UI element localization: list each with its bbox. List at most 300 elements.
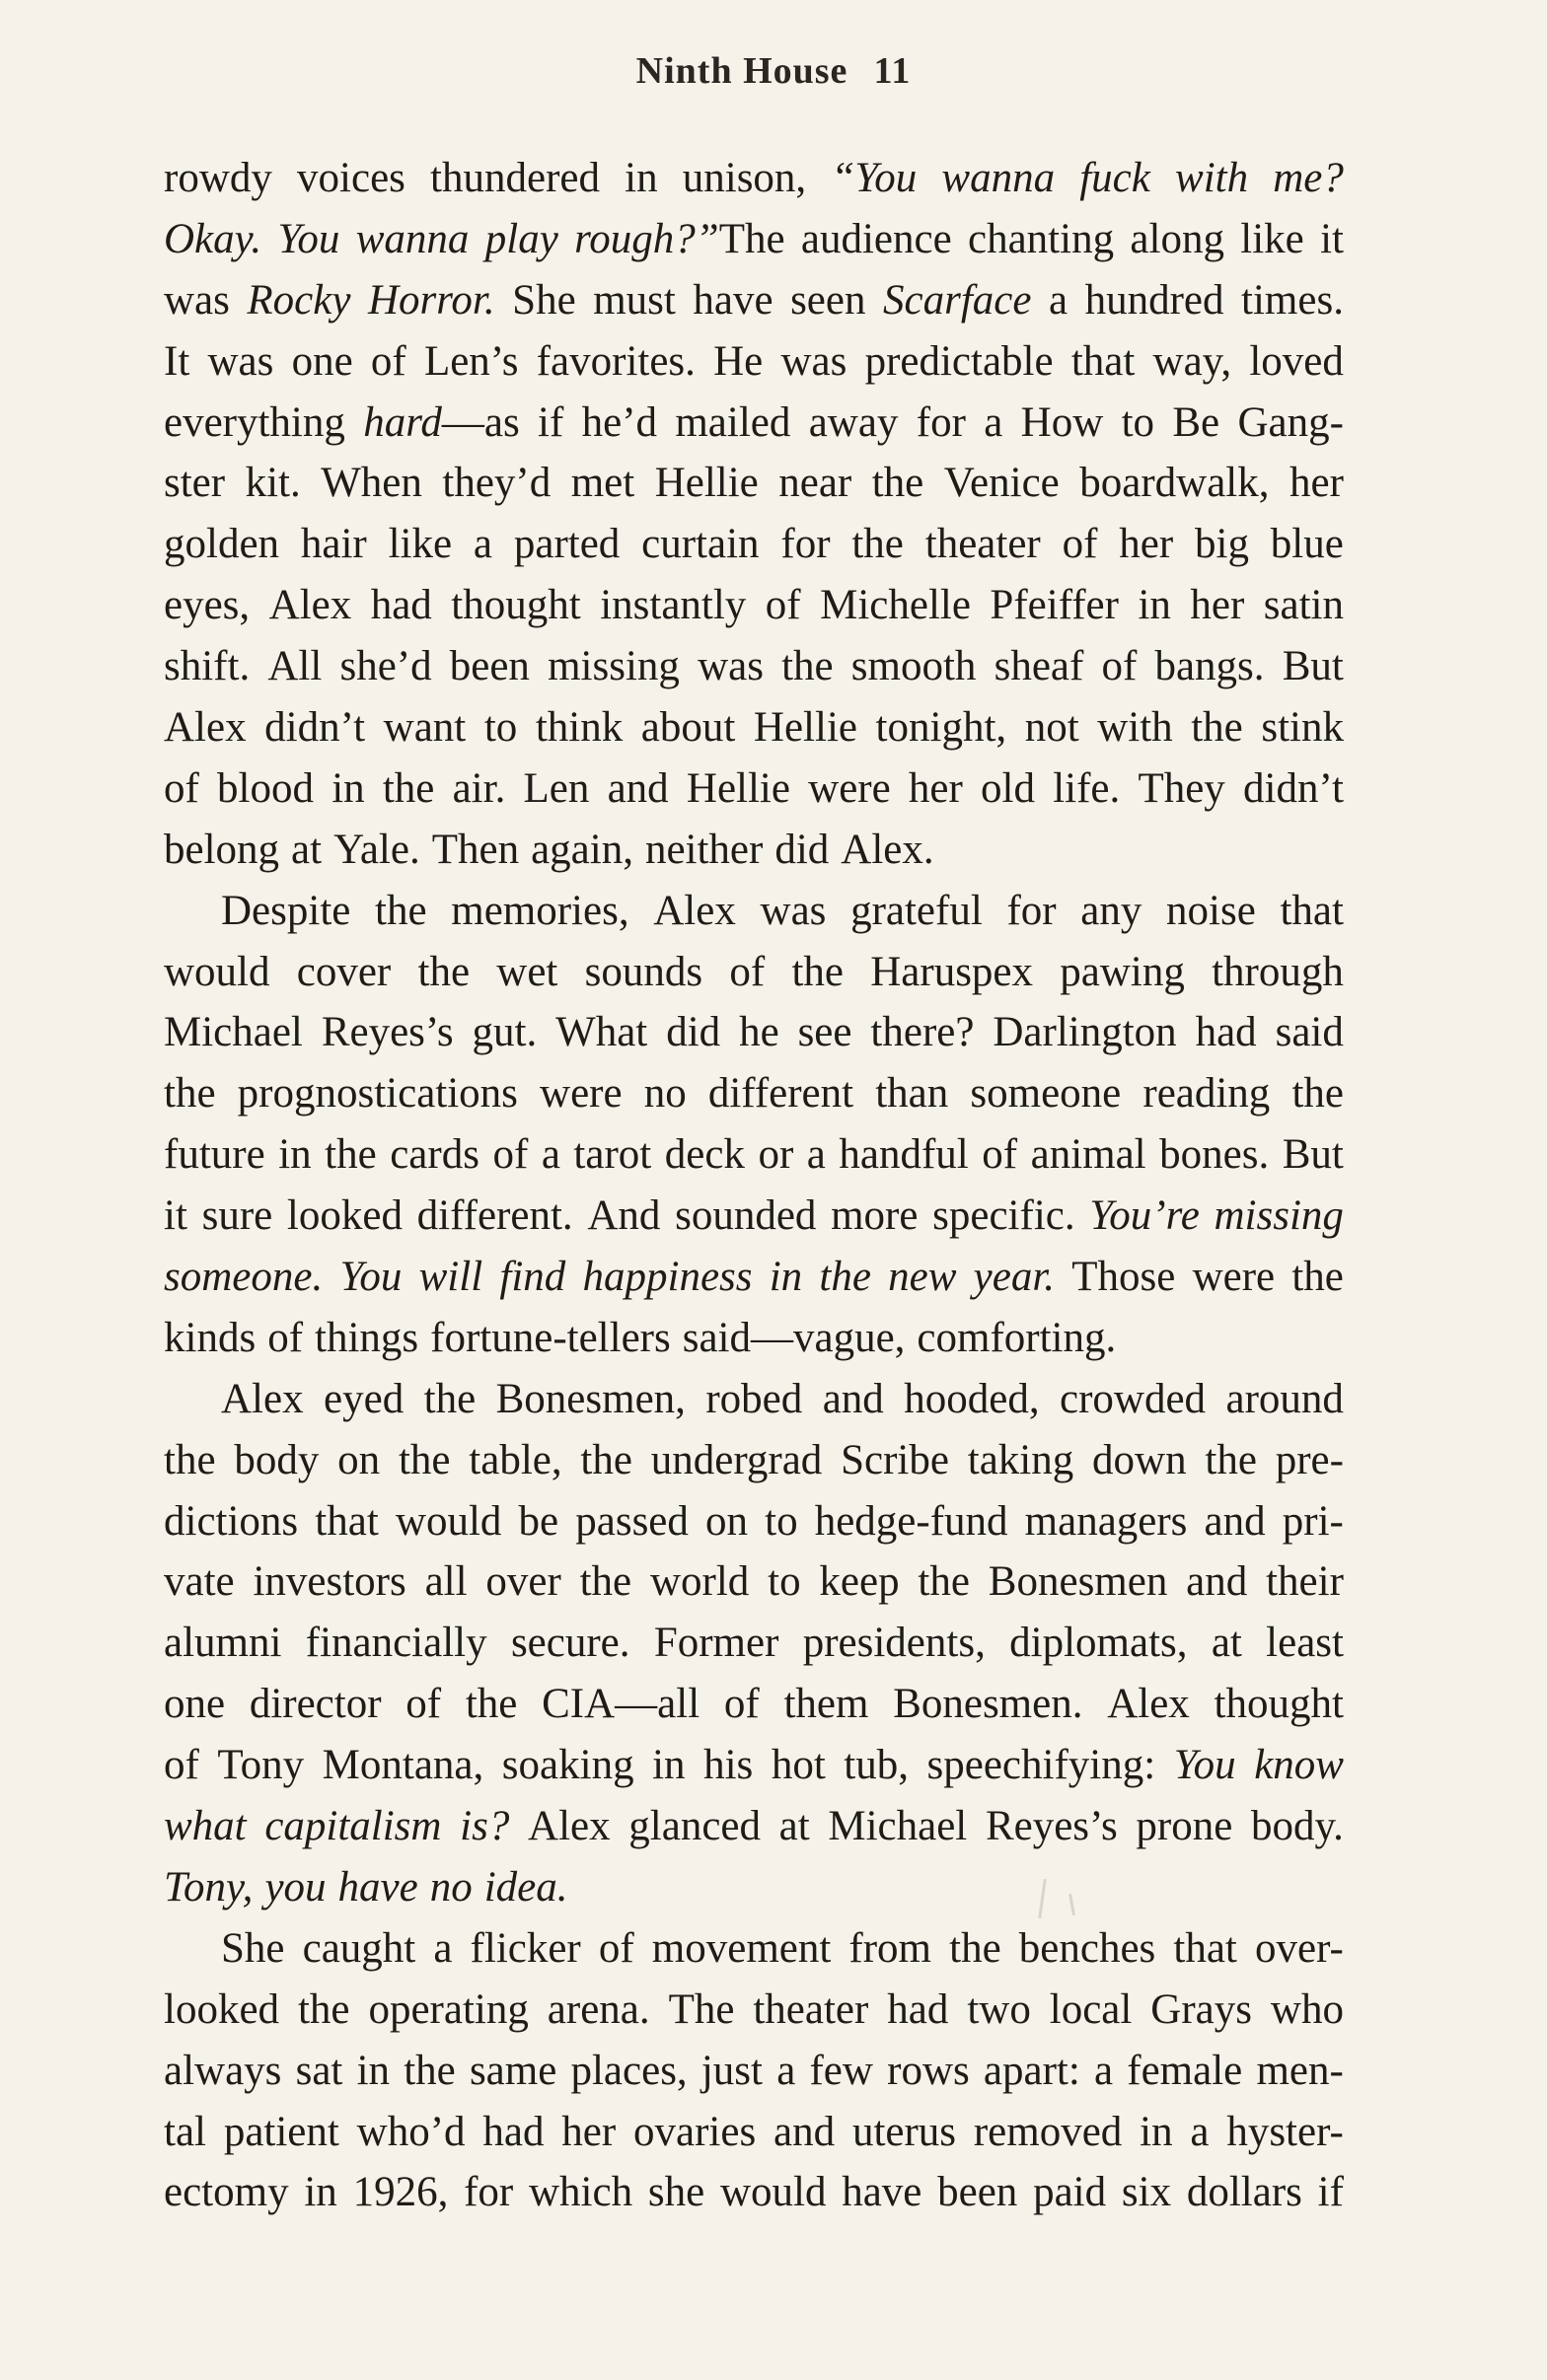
word: way,	[1152, 337, 1232, 385]
word: handful	[839, 1131, 969, 1179]
word: the	[791, 948, 844, 995]
word: unison,	[682, 155, 807, 201]
word: again,	[531, 826, 633, 873]
word: all	[424, 1558, 468, 1606]
word: someone	[970, 1070, 1122, 1118]
word: the	[1291, 1070, 1344, 1118]
word: in	[625, 155, 658, 201]
word: than	[875, 1070, 949, 1118]
word: was	[760, 887, 827, 934]
text-line	[164, 697, 1344, 758]
text-line	[164, 1857, 1344, 1918]
word: think	[535, 704, 624, 752]
word: crowded	[1060, 1375, 1207, 1422]
word: air.	[452, 764, 506, 812]
word: looked	[164, 1985, 280, 2033]
text-line	[164, 2041, 1344, 2102]
word: of	[765, 582, 801, 629]
word: was	[780, 337, 847, 385]
word: which	[528, 2169, 633, 2216]
word: big	[1195, 521, 1249, 568]
word: tarot	[573, 1131, 652, 1179]
word: gut.	[472, 1009, 538, 1056]
word: that	[1280, 887, 1344, 934]
word: Michael	[828, 1803, 968, 1850]
word: two	[967, 1985, 1031, 2033]
word: belong	[164, 826, 280, 873]
word: body.	[1250, 1803, 1344, 1850]
word: kinds	[164, 1314, 257, 1361]
word: memories,	[451, 887, 629, 934]
word: reading	[1142, 1070, 1271, 1118]
word: stink	[1261, 704, 1344, 752]
word: around	[1225, 1375, 1344, 1422]
word: different.	[416, 1192, 573, 1240]
word: the	[851, 521, 904, 568]
word: different	[707, 1070, 854, 1118]
word: Alex	[221, 1375, 304, 1422]
text-line	[164, 636, 1344, 697]
word: pawing	[1060, 948, 1185, 995]
word: Reyes’s	[321, 1009, 454, 1056]
word: that	[1070, 337, 1136, 385]
word: someone.	[164, 1254, 324, 1301]
word: have	[337, 1863, 418, 1911]
word: a	[806, 1131, 826, 1179]
text-line	[164, 1674, 1344, 1735]
word: was	[698, 643, 764, 690]
word: that	[1173, 1924, 1237, 1972]
word: a	[1190, 2108, 1210, 2155]
word: if	[538, 398, 564, 446]
word: a	[1048, 276, 1068, 324]
word: thought	[1214, 1681, 1344, 1728]
word: been	[449, 643, 530, 690]
word: hedge-fund	[814, 1497, 1008, 1545]
word: the	[297, 1985, 350, 2033]
word: Scribe	[841, 1436, 949, 1483]
word: through	[1212, 948, 1344, 995]
word: Haruspex	[870, 948, 1034, 995]
word: vate	[164, 1558, 235, 1606]
word: were	[1192, 1254, 1276, 1301]
word: a	[776, 2047, 796, 2094]
word: CIA—all	[542, 1681, 700, 1728]
word: rowdy	[164, 155, 272, 201]
word: patient	[223, 2108, 339, 2155]
word: thundered	[430, 155, 600, 201]
word: the	[579, 1558, 632, 1606]
text-line	[164, 758, 1344, 820]
word: bangs.	[1154, 643, 1265, 690]
word: The	[668, 1985, 735, 2033]
word: the	[465, 1681, 518, 1728]
word: kit.	[245, 460, 301, 507]
word: world	[649, 1558, 750, 1606]
word: removed	[973, 2108, 1123, 2155]
word: and	[822, 1375, 884, 1422]
word: of	[164, 1742, 199, 1789]
word: noise	[1166, 887, 1256, 934]
word: them	[783, 1681, 869, 1728]
word: prognostications	[237, 1070, 518, 1118]
word: diplomats,	[1009, 1620, 1188, 1667]
word: a	[984, 398, 1003, 446]
word: predictable	[864, 337, 1054, 385]
word: have	[842, 2169, 922, 2216]
word: had	[370, 582, 432, 629]
text-line	[164, 1980, 1344, 2041]
word: didn’t	[264, 704, 366, 752]
word: to	[768, 1558, 801, 1606]
word: theater	[924, 521, 1041, 568]
text-line	[164, 1613, 1344, 1674]
word: or	[758, 1131, 794, 1179]
word: apart:	[983, 2047, 1080, 2094]
word: undergrad	[650, 1436, 823, 1483]
word: local	[1049, 1985, 1133, 2033]
word: like	[388, 521, 453, 568]
word: would	[395, 1497, 502, 1545]
book-title: Ninth House	[635, 50, 848, 92]
word: paid	[1033, 2169, 1107, 2216]
text-line	[164, 393, 1344, 454]
word: What	[555, 1009, 648, 1056]
word: the	[382, 764, 435, 812]
word: glanced	[628, 1803, 761, 1850]
text-line	[164, 270, 1344, 331]
word: bones.	[1159, 1131, 1270, 1179]
word: hot	[771, 1742, 826, 1789]
text-line	[164, 1735, 1344, 1796]
word: said	[1275, 1009, 1344, 1056]
word: the	[423, 1375, 477, 1422]
word: sheaf	[994, 643, 1084, 690]
word: curtain	[641, 521, 760, 568]
word: fuck	[1079, 155, 1150, 201]
word: Pfeiffer	[990, 582, 1119, 629]
word: did	[666, 1009, 721, 1056]
text-line	[164, 575, 1344, 636]
word: find	[499, 1254, 566, 1301]
word: hard—as	[363, 398, 520, 446]
word: from	[848, 1924, 932, 1972]
word: dollars	[1186, 2169, 1302, 2216]
word: her	[908, 764, 963, 812]
word: Gang-	[1237, 398, 1344, 446]
word: been	[937, 2169, 1018, 2216]
word: pre-	[1275, 1436, 1344, 1483]
word: You’re	[1089, 1192, 1200, 1240]
word: there?	[870, 1009, 975, 1056]
word: wanna	[355, 215, 470, 262]
word: least	[1266, 1620, 1344, 1667]
body-text	[164, 148, 1344, 2223]
word: would	[164, 948, 270, 995]
word: soaking	[501, 1742, 634, 1789]
word: neither	[644, 826, 764, 873]
word: of	[370, 337, 406, 385]
word: her	[1289, 460, 1344, 507]
word: of	[982, 1131, 1018, 1179]
word: on	[705, 1497, 749, 1545]
word: presidents,	[802, 1620, 986, 1667]
word: know	[1254, 1742, 1344, 1789]
word: blood	[217, 764, 314, 812]
word: uterus	[851, 2108, 957, 2155]
word: the	[164, 1436, 216, 1483]
word: of	[267, 1314, 304, 1361]
word: want	[383, 704, 467, 752]
word: in	[304, 2169, 337, 2216]
text-line	[164, 1796, 1344, 1857]
word: parted	[513, 521, 621, 568]
word: chanting	[968, 215, 1115, 262]
word: benches	[1018, 1924, 1156, 1972]
text-line	[164, 453, 1344, 514]
word: what	[164, 1803, 247, 1850]
word: cards	[390, 1131, 479, 1179]
word: tonight,	[875, 704, 1007, 752]
word: Bonesmen,	[495, 1375, 686, 1422]
word: the	[398, 1436, 451, 1483]
word: the	[580, 1436, 632, 1483]
word: in	[356, 2047, 391, 2094]
word: ovaries	[633, 2108, 757, 2155]
word: of	[729, 948, 766, 995]
text-line	[164, 1369, 1344, 1430]
word: Former	[653, 1620, 779, 1667]
word: happiness	[582, 1254, 753, 1301]
word: Alex	[528, 1803, 611, 1850]
word: Rocky	[247, 276, 351, 324]
word: would	[719, 2169, 827, 2216]
word: investors	[253, 1558, 406, 1606]
word: sounded	[675, 1192, 817, 1240]
word: old	[981, 764, 1035, 812]
word: not	[1024, 704, 1079, 752]
text-line	[164, 2102, 1344, 2163]
word: You	[277, 215, 340, 262]
word: Then	[431, 826, 520, 873]
word: she	[647, 2169, 705, 2216]
word: Len	[523, 764, 590, 812]
word: flicker	[470, 1924, 581, 1972]
word: Despite	[221, 887, 351, 934]
word: favorites.	[536, 337, 696, 385]
word: passed	[575, 1497, 689, 1545]
word: about	[640, 704, 736, 752]
word: her	[1190, 582, 1245, 629]
word: the	[1291, 1254, 1344, 1301]
word: ster	[164, 460, 226, 507]
word: missing	[1214, 1192, 1344, 1240]
word: Darlington	[993, 1009, 1177, 1056]
text-line	[164, 2162, 1344, 2223]
word: one	[164, 1681, 226, 1728]
word: it	[164, 1192, 187, 1240]
word: be	[518, 1497, 559, 1545]
word: the	[417, 948, 471, 995]
word: Len’s	[423, 337, 519, 385]
word: in	[1138, 582, 1171, 629]
word: were	[808, 764, 891, 812]
word: But	[1282, 643, 1344, 690]
word: at	[291, 826, 323, 873]
word: and	[1186, 1558, 1248, 1606]
word: Michael	[164, 1009, 303, 1056]
word: Bonesmen	[988, 1558, 1168, 1606]
word: he’d	[581, 398, 658, 446]
word: a	[433, 1924, 453, 1972]
word: any	[1080, 887, 1142, 934]
running-head	[0, 49, 1547, 93]
word: they’d	[442, 460, 552, 507]
text-line	[164, 1002, 1344, 1063]
word: mailed	[675, 398, 791, 446]
word: new	[888, 1254, 957, 1301]
word: the	[781, 643, 834, 690]
word: in	[278, 1131, 312, 1179]
word: capitalism	[264, 1803, 442, 1850]
word: he	[739, 1009, 779, 1056]
word: hair	[300, 521, 367, 568]
word: blue	[1270, 521, 1344, 568]
word: down	[1092, 1436, 1187, 1483]
word: Those	[1071, 1254, 1176, 1301]
word: of	[492, 1131, 529, 1179]
word: with	[1175, 155, 1249, 201]
word: that	[315, 1497, 379, 1545]
word: did	[774, 826, 830, 873]
word: play	[484, 215, 558, 262]
word: must	[593, 276, 676, 324]
word: Michelle	[820, 582, 971, 629]
word: missing	[548, 643, 680, 690]
text-line	[164, 148, 1344, 209]
word: hooded,	[904, 1375, 1040, 1422]
word: the	[871, 460, 924, 507]
word: golden	[164, 521, 280, 568]
word: of	[1062, 521, 1098, 568]
word: seen	[790, 276, 866, 324]
word: in	[769, 1254, 803, 1301]
word: future	[164, 1131, 265, 1179]
word: Venice	[943, 460, 1060, 507]
word: is?	[460, 1803, 510, 1850]
word: speechifying:	[926, 1742, 1156, 1789]
word: were	[540, 1070, 623, 1118]
word: theater	[753, 1985, 869, 2033]
word: didn’t	[1243, 764, 1344, 812]
text-line	[164, 1186, 1344, 1247]
word: cover	[296, 948, 392, 995]
word: the	[918, 1558, 970, 1606]
word: in	[1140, 2108, 1173, 2155]
word: and	[774, 2108, 836, 2155]
word: eyes,	[164, 582, 251, 629]
word: at	[778, 1803, 810, 1850]
word: instantly	[600, 582, 747, 629]
word: Montana,	[322, 1742, 484, 1789]
word: along	[1130, 215, 1224, 262]
word: Hellie	[753, 704, 857, 752]
word: everything	[164, 398, 345, 446]
word: Scarface	[883, 276, 1032, 324]
word: the	[949, 1924, 1001, 1972]
word: if	[1317, 2169, 1344, 2216]
word: a	[473, 521, 493, 568]
word: six	[1121, 2169, 1172, 2216]
word: It	[164, 337, 190, 385]
word: financially	[305, 1620, 487, 1667]
word: Grays	[1150, 1985, 1252, 2033]
word: idea.	[483, 1863, 568, 1911]
text-line	[164, 209, 1344, 270]
text-line	[164, 331, 1344, 393]
word: Alex	[164, 704, 247, 752]
word: They	[1138, 764, 1225, 812]
word: to	[765, 1497, 798, 1545]
word: for	[1006, 887, 1057, 934]
word: in	[332, 764, 365, 812]
text-line	[164, 1491, 1344, 1552]
word: life.	[1053, 764, 1121, 812]
word: in	[652, 1742, 686, 1789]
word: specific.	[932, 1192, 1075, 1240]
text-line	[164, 881, 1344, 942]
word: Yale.	[333, 826, 420, 873]
word: Reyes’s	[985, 1803, 1118, 1850]
word: sat	[295, 2047, 343, 2094]
word: tub,	[844, 1742, 909, 1789]
word: deck	[664, 1131, 745, 1179]
word: men-	[1256, 2047, 1344, 2094]
word: a	[1094, 2047, 1114, 2094]
word: the	[1205, 1436, 1257, 1483]
word: with	[1097, 704, 1173, 752]
word: on	[337, 1436, 381, 1483]
word: satin	[1263, 582, 1344, 629]
word: rows	[887, 2047, 970, 2094]
word: managers	[1024, 1497, 1188, 1545]
word: had	[887, 1985, 949, 2033]
page-number: 11	[873, 50, 912, 92]
word: hyster-	[1226, 2108, 1344, 2155]
word: she’d	[339, 643, 432, 690]
word: year.	[973, 1254, 1056, 1301]
word: her	[1119, 521, 1174, 568]
word: female	[1127, 2047, 1243, 2094]
word: Hellie	[654, 460, 759, 507]
text-line	[164, 1551, 1344, 1613]
word: Alex	[268, 582, 352, 629]
word: no	[643, 1070, 687, 1118]
word: Alex.	[841, 826, 934, 873]
word: like	[1240, 215, 1304, 262]
word: Okay.	[164, 215, 262, 262]
word: met	[570, 460, 635, 507]
word: fortune-tellers	[430, 1314, 671, 1361]
word: How	[1020, 398, 1104, 446]
word: the	[375, 887, 427, 934]
word: you	[264, 1863, 327, 1911]
word: sure	[201, 1192, 273, 1240]
word: thought	[451, 582, 581, 629]
word: pri-	[1282, 1497, 1344, 1545]
word: You	[339, 1254, 403, 1301]
word: said—vague,	[682, 1314, 906, 1361]
